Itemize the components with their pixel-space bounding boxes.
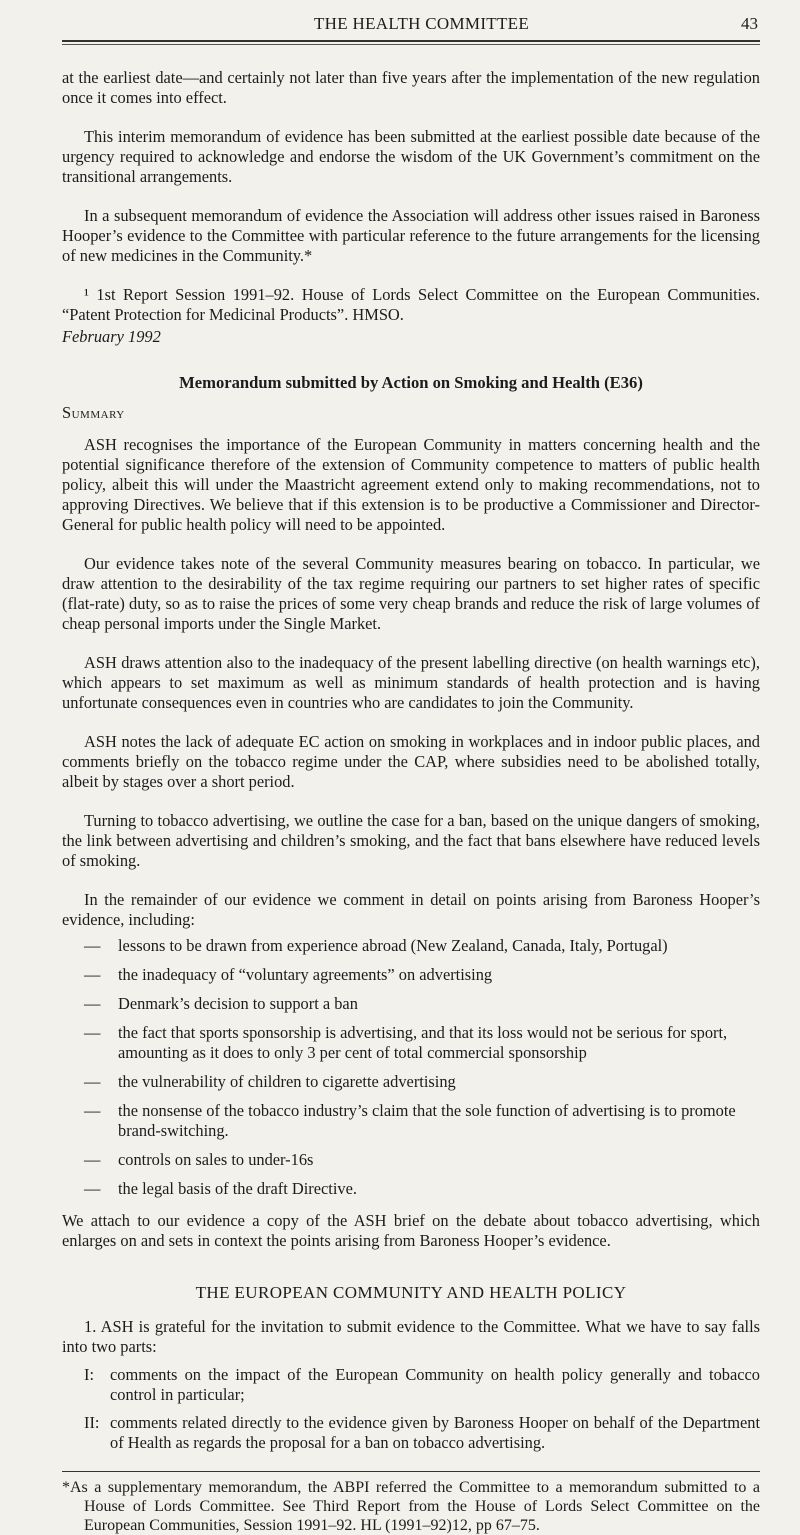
dash-marker: — xyxy=(84,936,101,955)
part-text: comments on the impact of the European Community on health policy generally and tobacco control in particular; xyxy=(110,1365,760,1404)
list-item xyxy=(62,1179,760,1199)
memo-date: February 1992 xyxy=(62,327,161,346)
section-heading: THE EUROPEAN COMMUNITY AND HEALTH POLICY xyxy=(195,1283,627,1302)
part-text: comments related directly to the evidence given by Baroness Hooper on behalf of the Department of Health as regards the proposal for a ban on tobacco advertising. xyxy=(110,1413,760,1452)
dash-marker: — xyxy=(84,1101,101,1120)
parts-list xyxy=(62,1365,760,1453)
list-item-text: the inadequacy of “voluntary agreements” on advertising xyxy=(118,965,493,984)
dash-marker: — xyxy=(84,994,101,1013)
intro-paragraph: In a subsequent memorandum of evidence the Association will address other issues raised in Baroness Hooper’s evidence to the Committee with particular reference to the future arrangements for the licensing of new medicines in the Community.* xyxy=(62,206,760,265)
list-item xyxy=(62,965,760,985)
list-item-text: Denmark’s decision to support a ban xyxy=(118,994,358,1013)
list-item-text: lessons to be drawn from experience abroad (New Zealand, Canada, Italy, Portugal) xyxy=(118,936,668,955)
list-item xyxy=(62,1150,760,1170)
list-item xyxy=(62,1101,760,1141)
summary-paragraph: ASH notes the lack of adequate EC action on smoking in workplaces and in indoor public places, and comments briefly on the tobacco regime under the CAP, where subsidies need to be abolished totally, albeit by stages over a short period. xyxy=(62,732,760,791)
summary-paragraph: ASH recognises the importance of the European Community in matters concerning health and the potential significance therefore of the extension of Community competence to matters of public health policy, albeit this will under the Maastricht agreement extend only to making recommendations, not to approving Directives. We believe that if this extension is to be productive a Commissioner and Director-General for public health policy will need to be appointed. xyxy=(62,435,760,534)
dash-marker: — xyxy=(84,1023,101,1042)
dash-marker: — xyxy=(84,1072,101,1091)
summary-heading: Summary xyxy=(62,403,125,422)
summary-paragraph: Turning to tobacco advertising, we outline the case for a ban, based on the unique dangers of smoking, the link between advertising and children’s smoking, and the fact that bans elsewhere have reduced levels of smoking. xyxy=(62,811,760,870)
dash-marker: — xyxy=(84,1179,101,1198)
list-item xyxy=(62,1072,760,1092)
list-item-text: the nonsense of the tobacco industry’s claim that the sole function of advertising is to promote brand-switching. xyxy=(118,1101,736,1140)
list-item xyxy=(62,936,760,956)
dash-marker: — xyxy=(84,1150,101,1169)
list-item-text: controls on sales to under-16s xyxy=(118,1150,314,1169)
dash-marker: — xyxy=(84,965,101,984)
footnote-rule xyxy=(62,1471,760,1472)
numbered-paragraph: 1. ASH is grateful for the invitation to submit evidence to the Committee. What we have to say falls into two parts: xyxy=(62,1317,760,1356)
memorandum-title: Memorandum submitted by Action on Smoking and Health (E36) xyxy=(179,373,643,392)
list-item-text: the legal basis of the draft Directive. xyxy=(118,1179,357,1198)
reference-note: ¹ 1st Report Session 1991–92. House of Lords Select Committee on the European Communities. “Patent Protection for Medicinal Products”. HMSO. xyxy=(62,285,760,324)
list-item xyxy=(62,1365,760,1405)
list-item xyxy=(62,1023,760,1063)
header-rule-thin xyxy=(62,44,760,45)
footnote: *As a supplementary memorandum, the ABPI referred the Committee to a memorandum submitted to a House of Lords Committee. See Third Report from the House of Lords Select Committee on the European Communities, Session 1991–92. HL (1991–92)12, pp 67–75. xyxy=(62,1479,760,1534)
page-number: 43 xyxy=(741,14,758,33)
summary-paragraph: In the remainder of our evidence we comment in detail on points arising from Baroness Hooper’s evidence, including: xyxy=(62,890,760,929)
header-rule xyxy=(62,40,760,42)
intro-paragraph: This interim memorandum of evidence has been submitted at the earliest possible date because of the urgency required to acknowledge and endorse the wisdom of the UK Government’s commitment on the transitional arrangements. xyxy=(62,127,760,186)
list-item xyxy=(62,994,760,1014)
summary-paragraph: ASH draws attention also to the inadequacy of the present labelling directive (on health warnings etc), which appears to set maximum as well as minimum standards of health protection and is having unfortunate consequences even in countries who are candidates to join the Community. xyxy=(62,653,760,712)
intro-paragraph: at the earliest date—and certainly not later than five years after the implementation of the new regulation once it comes into effect. xyxy=(62,68,760,107)
summary-paragraph: Our evidence takes note of the several Community measures bearing on tobacco. In particular, we draw attention to the desirability of the tax regime requiring our partners to set higher rates of specific (flat-rate) duty, so as to raise the prices of some very cheap brands and reduce the risk of large volumes of cheap personal imports under the Single Market. xyxy=(62,554,760,633)
running-header xyxy=(62,14,760,38)
header-title: THE HEALTH COMMITTEE xyxy=(314,14,530,33)
list-item-text: the vulnerability of children to cigarette advertising xyxy=(118,1072,456,1091)
part-label: II: xyxy=(84,1413,100,1432)
document-body xyxy=(62,68,760,1535)
list-item-text: the fact that sports sponsorship is advertising, and that its loss would not be serious for sport, amounting as it does to only 3 per cent of total commercial sponsorship xyxy=(118,1023,728,1062)
list-item xyxy=(62,1413,760,1453)
part-label: I: xyxy=(84,1365,95,1384)
evidence-points-list xyxy=(62,936,760,1199)
closing-paragraph: We attach to our evidence a copy of the ASH brief on the debate about tobacco advertising, which enlarges on and sets in context the points arising from Baroness Hooper’s evidence. xyxy=(62,1211,760,1250)
